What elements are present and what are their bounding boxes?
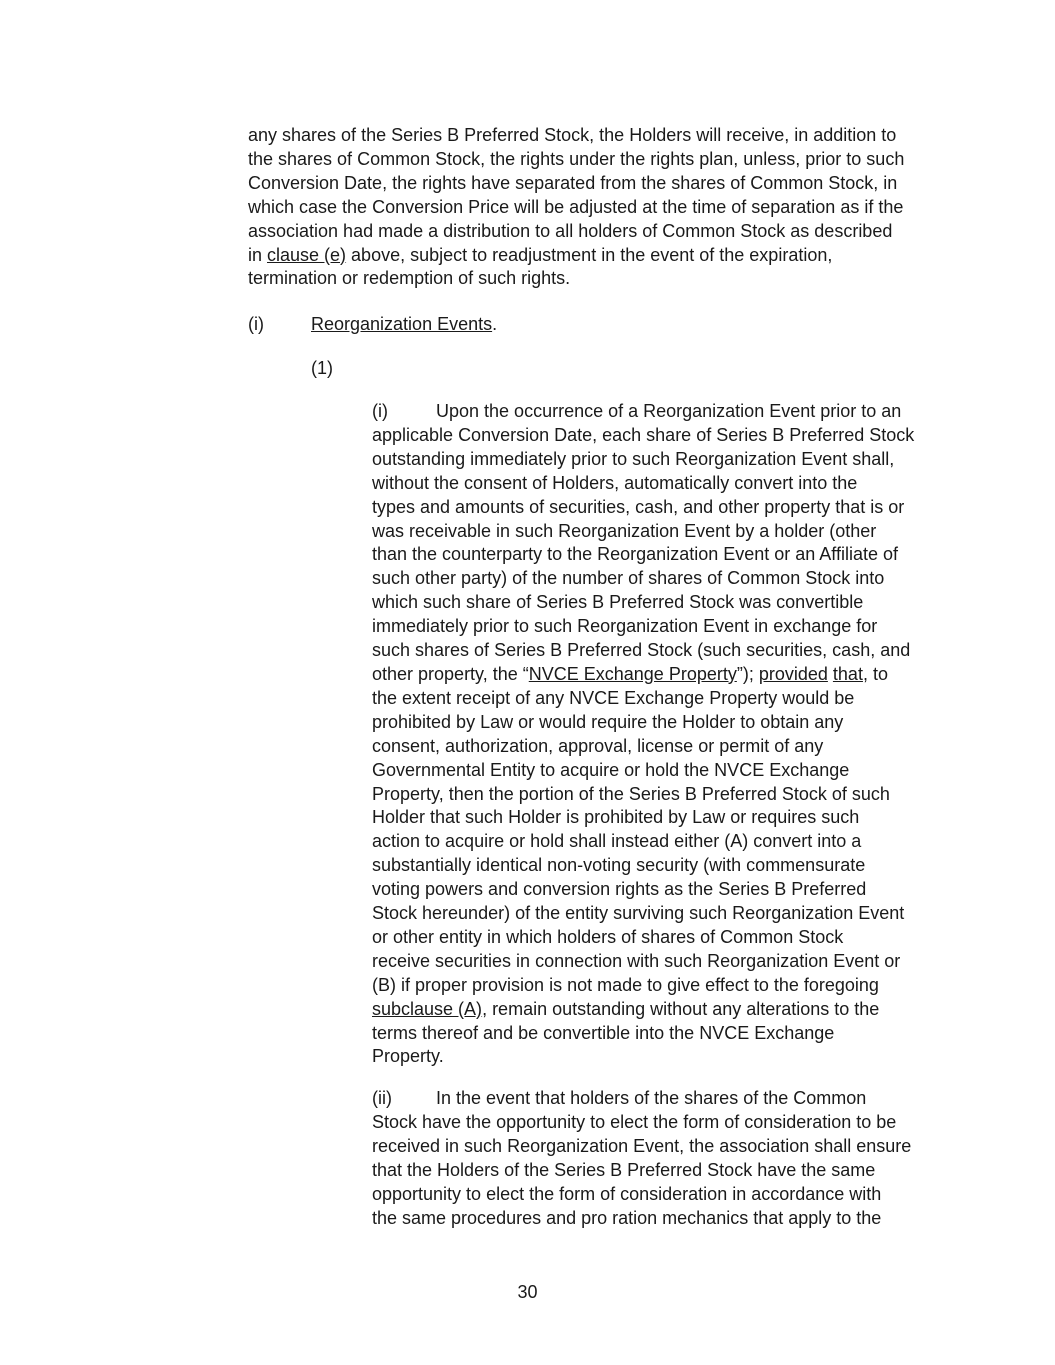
clause-ii-number: (ii) xyxy=(372,1088,392,1108)
section-number: (i) xyxy=(248,314,264,334)
subclause-a-reference: subclause (A) xyxy=(372,998,483,1019)
that-term: that xyxy=(832,663,863,684)
clause-i-text: Upon the occurrence of a Reorganization Event prior to an applicable Conversion Date, each share of Series B Preferred Stock outstanding immediately prior to such Reorganization Event shall, without the consent of Holders, automatically convert into the types and amounts of securities, cash, and other property that is or was receivable in such Reorganization Event by a holder (other than the counterparty to the Reorganization Event or an Affiliate of such other party) of the number of shares of Common Stock into which such share of Series B Preferred Stock was convertible immediately prior to such Reorganization Event in exchange for such shares of Series B Preferred Stock (such securities, cash, and other property, the “ xyxy=(372,401,915,684)
section-title-suffix: . xyxy=(492,314,498,334)
clause-i-text: ”); xyxy=(736,663,759,684)
clause-i-paragraph xyxy=(372,400,952,1069)
intro-line-text: in xyxy=(248,244,268,265)
intro-paragraph xyxy=(248,124,948,291)
provided-term: provided xyxy=(758,663,828,684)
intro-line: Conversion Date, the rights have separated from the shares of Common Stock, in xyxy=(248,172,898,193)
intro-line: which case the Conversion Price will be adjusted at the time of separation as if the xyxy=(248,196,904,217)
intro-line: the shares of Common Stock, the rights under the rights plan, unless, prior to such xyxy=(248,148,905,169)
intro-line: association had made a distribution to all holders of Common Stock as described xyxy=(248,220,893,241)
section-title: Reorganization Events xyxy=(311,314,493,334)
intro-line-text: above, subject to readjustment in the event of the expiration, xyxy=(346,244,833,265)
clause-i-text: , remain outstanding without any alterations to the terms thereof and be convertible into the NVCE Exchange Property. xyxy=(372,998,880,1067)
clause-i-text: , to the extent receipt of any NVCE Exchange Property would be prohibited by Law or would require the Holder to obtain any consent, authorization, approval, license or permit of any Governmental Entity to acquire or hold the NVCE Exchange Property, then the portion of the Series B Preferred Stock of such Holder that such Holder is prohibited by Law or requires such action to acquire or hold shall instead either (A) convert into a substantially identical non-voting security (with commensurate voting powers and conversion rights as the Series B Preferred Stock hereunder) of the entity surviving such Reorganization Event or other entity in which holders of shares of Common Stock receive securities in connection with such Reorganization Event or (B) if proper provision is not made to give effect to the foregoing xyxy=(372,663,905,995)
clause-i-number: (i) xyxy=(372,401,388,421)
section-title-wrap xyxy=(311,312,497,336)
intro-line: termination or redemption of such rights. xyxy=(248,268,571,289)
clause-ii-text: In the event that holders of the shares of the Common Stock have the opportunity to elect the form of consideration to be received in such Reorganization Event, the association shall ensure that the Holders of the Series B Preferred Stock have the same opportunity to elect the form of consideration in accordance with the same procedures and pro ration mechanics that apply to the xyxy=(372,1088,912,1228)
page-number: 30 xyxy=(517,1282,538,1302)
intro-line: any shares of the Series B Preferred Stock, the Holders will receive, in addition to xyxy=(248,125,897,145)
nvce-exchange-property-term: NVCE Exchange Property xyxy=(528,663,737,684)
subsection-number: (1) xyxy=(311,358,333,378)
clause-e-reference: clause (e) xyxy=(267,244,347,265)
clause-ii-paragraph xyxy=(372,1087,952,1230)
